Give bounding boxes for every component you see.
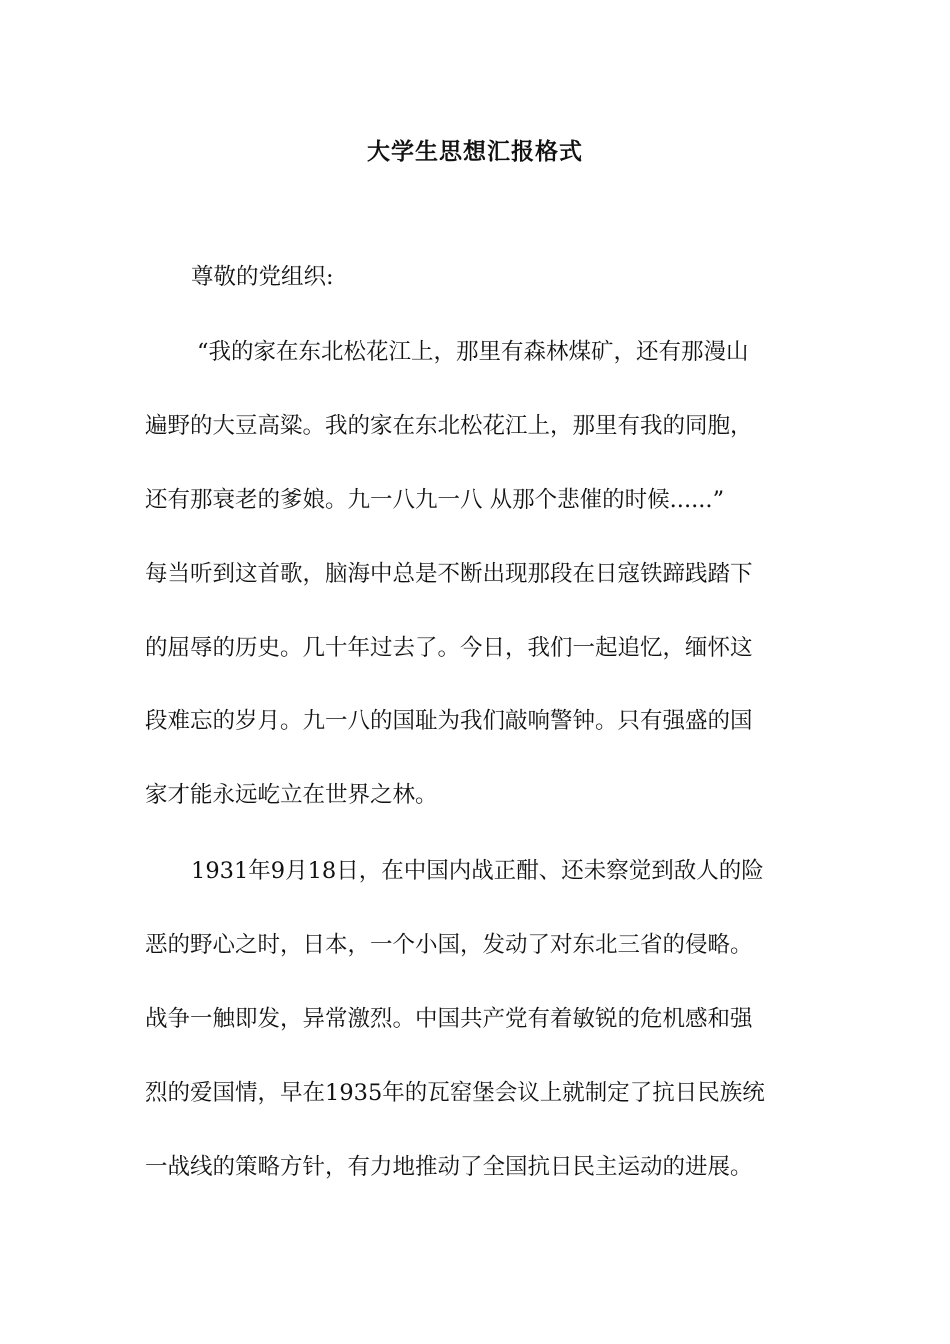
body-line: 烈的爱国情，早在1935年的瓦窑堡会议上就制定了抗日民族统 — [145, 1080, 765, 1106]
body-line: 家才能永远屹立在世界之林。 — [145, 782, 438, 808]
body-line: 遍野的大豆高粱。我的家在东北松花江上，那里有我的同胞， — [145, 413, 753, 439]
body-line: 战争一触即发，异常激烈。中国共产党有着敏锐的危机感和强 — [145, 1006, 753, 1032]
body-line: 的屈辱的历史。几十年过去了。今日，我们一起追忆，缅怀这 — [145, 635, 753, 661]
document-title: 大学生思想汇报格式 — [367, 139, 583, 165]
body-line: 恶的野心之时，日本，一个小国，发动了对东北三省的侵略。 — [145, 932, 753, 958]
body-line: 每当听到这首歌，脑海中总是不断出现那段在日寇铁蹄践踏下 — [145, 561, 753, 587]
body-line: 一战线的策略方针，有力地推动了全国抗日民主运动的进展。 — [145, 1154, 753, 1180]
body-line: 1931年9月18日，在中国内战正酣、还未察觉到敌人的险 — [191, 858, 764, 884]
body-line: “我的家在东北松花江上，那里有森林煤矿，还有那漫山 — [197, 339, 749, 365]
salutation: 尊敬的党组织: — [191, 264, 334, 290]
body-line: 段难忘的岁月。九一八的国耻为我们敲响警钟。只有强盛的国 — [145, 708, 753, 734]
body-line: 还有那衰老的爹娘。九一八九一八 从那个悲催的时候......” — [145, 487, 725, 513]
